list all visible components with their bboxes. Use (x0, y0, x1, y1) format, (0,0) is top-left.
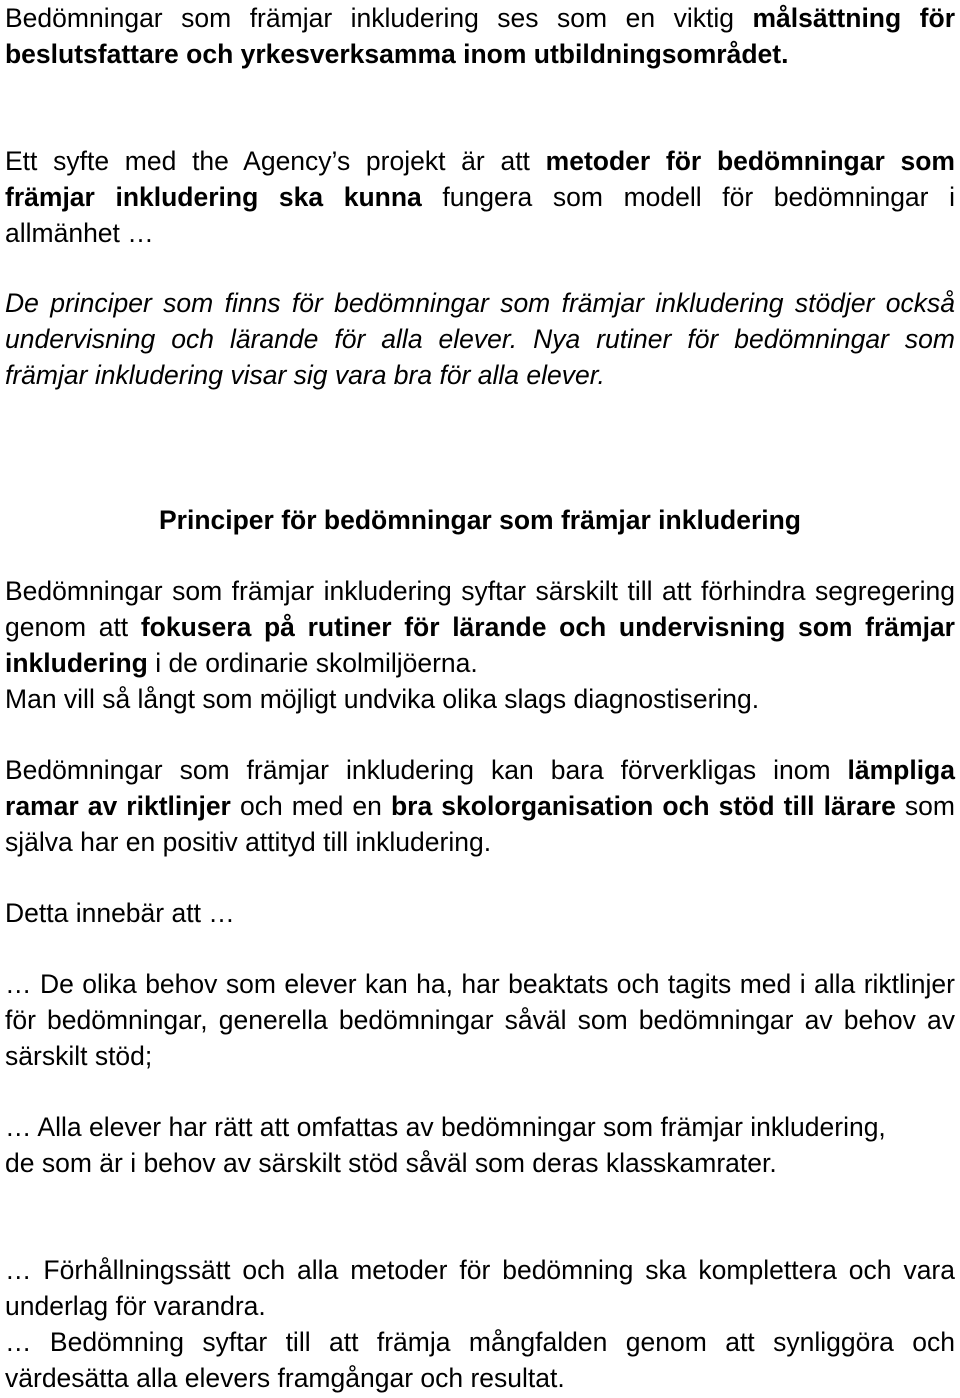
paragraph-intro (5, 0, 955, 72)
paragraph-segregation-tail: i de ordinarie skolmiljöerna. (147, 648, 478, 678)
paragraph-frameworks-bold-2: bra skolorganisation och stöd till lärare (390, 791, 896, 821)
paragraph-frameworks-mid: och med en (230, 791, 391, 821)
paragraph-intro-bold: målsättning för beslutsfattare och yrkesverksamma inom utbildningsområdet. (5, 3, 956, 69)
paragraph-segregation (5, 573, 955, 717)
list-item-rights-cont: de som är i behov av särskilt stöd såväl som deras klasskamrater. (5, 1148, 777, 1178)
paragraph-diagnosis: Man vill så långt som möjligt undvika olika slags diagnostisering. (5, 684, 760, 714)
paragraph-agency-project (5, 143, 955, 251)
list-item-methods: … Förhållningssätt och alla metoder för bedömning ska komplettera och vara underlag för varandra. (5, 1255, 955, 1321)
list-item-needs: … De olika behov som elever kan ha, har beaktats och tagits med i alla riktlinjer för bedömningar, generella bedömningar såväl som bedömningar av behov av särskilt stöd; (5, 969, 955, 1071)
paragraph-segregation-text: Bedömningar som främjar inkludering syftar särskilt till att förhindra segregering genom att (5, 576, 955, 642)
paragraph-frameworks (5, 752, 955, 860)
paragraph-implies: Detta innebär att … (5, 898, 235, 928)
paragraph-segregation-bold: fokusera på rutiner för lärande och undervisning som främjar inkludering (5, 612, 955, 678)
paragraph-frameworks-tail: som själva har en positiv attityd till inkludering. (5, 791, 955, 857)
paragraph-segregation-main (5, 573, 955, 681)
paragraph-agency-tail: fungera som modell för bedömningar i allmänhet … (5, 182, 955, 248)
section-heading: Principer för bedömningar som främjar inkludering (158, 505, 801, 535)
paragraph-agency-text: Ett syfte med the Agency’s projekt är att (5, 146, 546, 176)
list-item-rights (5, 1109, 955, 1181)
paragraph-frameworks-text: Bedömningar som främjar inkludering kan bara förverkligas inom (5, 755, 848, 785)
list-item-rights-main: … Alla elever har rätt att omfattas av bedömningar som främjar inkludering, (5, 1112, 886, 1142)
paragraph-intro-text: Bedömningar som främjar inkludering ses som en viktig (5, 3, 753, 33)
list-item-diversity: … Bedömning syftar till att främja mångfalden genom att synliggöra och värdesätta alla elevers framgångar och resultat. (5, 1327, 955, 1393)
paragraph-principles-italic: De principer som finns för bedömningar som främjar inkludering stödjer också undervisning och lärande för alla elever. Nya rutiner för bedömningar som främjar inkludering visar sig vara bra för alla elever. (5, 288, 955, 390)
paragraph-agency-bold: metoder för bedömningar som främjar inkludering ska kunna (5, 146, 955, 212)
paragraph-frameworks-bold-1: lämpliga ramar av riktlinjer (5, 755, 955, 821)
